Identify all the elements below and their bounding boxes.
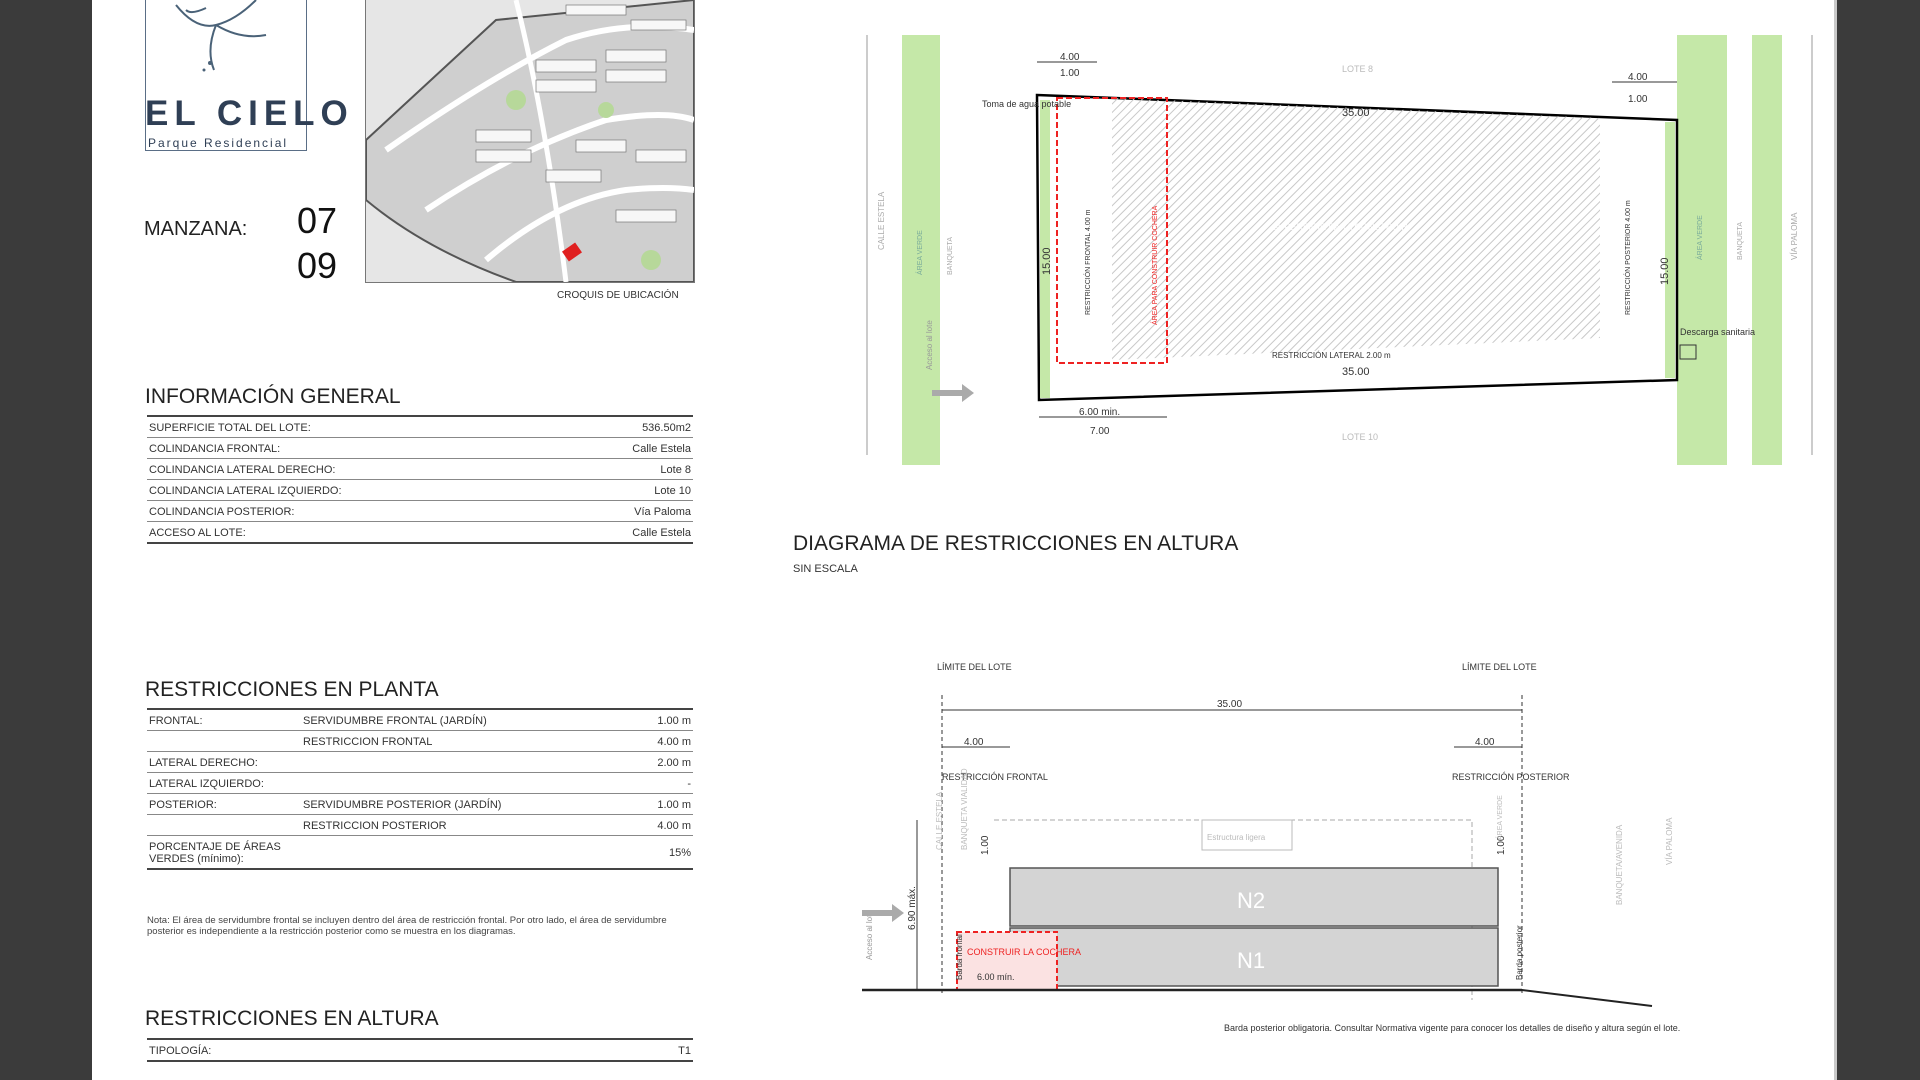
area-verde-label: ÁREA VERDE bbox=[1497, 795, 1504, 840]
info-row bbox=[147, 501, 693, 522]
info-row bbox=[147, 416, 693, 438]
info-value: Calle Estela bbox=[561, 522, 693, 544]
planta-label: PORCENTAJE DE ÁREAS VERDES (mínimo): bbox=[147, 836, 301, 870]
restricciones-planta-table bbox=[147, 708, 693, 870]
banqueta-right-label: BANQUETA bbox=[1737, 222, 1744, 260]
restricciones-altura-title: RESTRICCIONES EN ALTURA bbox=[145, 1007, 439, 1030]
restr-frontal-label: RESTRICCIÓN FRONTAL 4.00 m bbox=[1085, 209, 1092, 315]
manzana-label: MANZANA: bbox=[144, 218, 248, 240]
info-row bbox=[147, 522, 693, 544]
top-length: 35.00 bbox=[1342, 107, 1370, 119]
dim-top-front-a: 4.00 bbox=[1060, 52, 1080, 63]
planta-label: FRONTAL: bbox=[147, 709, 301, 731]
level-n2-label: N2 bbox=[1237, 888, 1266, 913]
manzana-value: 07 bbox=[297, 200, 338, 241]
dim-top-front-b: 1.00 bbox=[1060, 68, 1080, 79]
banqueta-right-label: BANQUETA/AVENIDA bbox=[1615, 824, 1624, 905]
planta-value: 15% bbox=[632, 836, 693, 870]
via-paloma-label: VÍA PALOMA bbox=[1665, 817, 1674, 865]
acceso-label: Acceso al lote bbox=[865, 910, 874, 960]
planta-label bbox=[147, 815, 301, 836]
lote-bottom-label: LOTE 10 bbox=[1342, 432, 1379, 442]
altura-row bbox=[147, 1039, 693, 1061]
planta-detail: RESTRICCION FRONTAL bbox=[301, 731, 632, 752]
planta-row bbox=[147, 815, 693, 836]
banqueta-label: BANQUETA VIALIDAD bbox=[960, 768, 969, 850]
planta-detail: SERVIDUMBRE POSTERIOR (JARDÍN) bbox=[301, 794, 632, 815]
banqueta-left-label: BANQUETA bbox=[947, 237, 954, 275]
planta-detail bbox=[301, 752, 632, 773]
level-n1-label: N1 bbox=[1237, 948, 1266, 973]
restr-posterior-label: RESTRICCIÓN POSTERIOR bbox=[1452, 772, 1570, 782]
planta-label: LATERAL IZQUIERDO: bbox=[147, 773, 301, 794]
planta-label: POSTERIOR: bbox=[147, 794, 301, 815]
logo-subtitle: Parque Residencial bbox=[148, 136, 289, 150]
info-label: COLINDANCIA POSTERIOR: bbox=[147, 501, 561, 522]
planta-value: 4.00 m bbox=[632, 731, 693, 752]
logo-name: EL CIELO bbox=[145, 94, 354, 133]
info-row bbox=[147, 459, 693, 480]
restricciones-altura-table bbox=[147, 1038, 693, 1062]
plan-diagram bbox=[822, 20, 1842, 470]
info-value: 536.50m2 bbox=[561, 416, 693, 438]
planta-detail: SERVIDUMBRE FRONTAL (JARDÍN) bbox=[301, 709, 632, 731]
dim-top-rear-b: 1.00 bbox=[1628, 94, 1648, 105]
bottom-length: 35.00 bbox=[1342, 366, 1370, 378]
altura-max: 6.90 máx. bbox=[907, 886, 918, 930]
dim-bottom: 7.00 bbox=[1090, 426, 1110, 437]
area-verde-right-label: ÁREA VERDE bbox=[1697, 215, 1704, 260]
altura-label: TIPOLOGÍA: bbox=[147, 1039, 582, 1061]
lote-value: 09 bbox=[297, 245, 338, 286]
rear-width: 15.00 bbox=[1659, 257, 1671, 285]
info-value: Lote 8 bbox=[561, 459, 693, 480]
dim-front: 4.00 bbox=[964, 737, 984, 748]
planta-value: 4.00 m bbox=[632, 815, 693, 836]
barda-frontal-label: Barda frontal bbox=[955, 934, 964, 980]
info-value: Calle Estela bbox=[561, 438, 693, 459]
area-cochera-label: ÁREA PARA CONSTRUIR COCHERA bbox=[1152, 205, 1159, 325]
location-map-caption: CROQUIS DE UBICACIÓN bbox=[557, 290, 679, 301]
info-label: SUPERFICIE TOTAL DEL LOTE: bbox=[147, 416, 561, 438]
location-map bbox=[365, 0, 695, 283]
info-label: ACCESO AL LOTE: bbox=[147, 522, 561, 544]
info-general-title: INFORMACIÓN GENERAL bbox=[145, 385, 401, 408]
planta-value: 1.00 m bbox=[632, 709, 693, 731]
info-row bbox=[147, 480, 693, 501]
dim-100-right: 1.00 bbox=[1496, 835, 1507, 855]
planta-value: - bbox=[632, 773, 693, 794]
document-sheet bbox=[92, 0, 1837, 1080]
planta-label bbox=[147, 731, 301, 752]
planta-row bbox=[147, 794, 693, 815]
dim-100-left: 1.00 bbox=[980, 835, 991, 855]
planta-row bbox=[147, 836, 693, 870]
barda-note: Barda posterior obligatoria. Consultar Normativa vigente para conocer los detalles de diseño y altura según el lote. bbox=[1224, 1023, 1681, 1033]
planta-label: LATERAL DERECHO: bbox=[147, 752, 301, 773]
dim-top-rear-a: 4.00 bbox=[1628, 72, 1648, 83]
planta-row bbox=[147, 709, 693, 731]
dove-icon bbox=[146, 0, 306, 90]
barda-posterior-label: Barda posterior bbox=[1515, 925, 1524, 980]
info-value: Lote 10 bbox=[561, 480, 693, 501]
planta-detail bbox=[301, 836, 632, 870]
info-value: Vía Paloma bbox=[561, 501, 693, 522]
street-right-label: VÍA PALOMA bbox=[1790, 212, 1799, 260]
planta-value: 2.00 m bbox=[632, 752, 693, 773]
restr-lateral-label: RESTRICCIÓN LATERAL 2.00 m bbox=[1272, 351, 1391, 360]
toma-agua-label: Toma de agua potable bbox=[982, 99, 1072, 109]
height-diagram bbox=[822, 650, 1842, 1070]
info-label: COLINDANCIA LATERAL IZQUIERDO: bbox=[147, 480, 561, 501]
planta-row bbox=[147, 731, 693, 752]
planta-detail bbox=[301, 773, 632, 794]
planta-detail: RESTRICCION POSTERIOR bbox=[301, 815, 632, 836]
restricciones-planta-title: RESTRICCIONES EN PLANTA bbox=[145, 678, 439, 701]
street-left-label: CALLE ESTELA bbox=[877, 191, 886, 250]
front-width: 15.00 bbox=[1041, 247, 1053, 275]
superficie-label: SUPERFICIE PARA CONSTRUIR bbox=[1272, 222, 1408, 232]
height-diagram-subtitle: SIN ESCALA bbox=[793, 563, 858, 575]
height-diagram-title: DIAGRAMA DE RESTRICCIONES EN ALTURA bbox=[793, 532, 1239, 555]
planta-value: 1.00 m bbox=[632, 794, 693, 815]
area-verde-left-label: ÁREA VERDE bbox=[917, 230, 924, 275]
cochera-dim: 6.00 mín. bbox=[977, 972, 1015, 982]
planta-row bbox=[147, 773, 693, 794]
info-label: COLINDANCIA FRONTAL: bbox=[147, 438, 561, 459]
info-label: COLINDANCIA LATERAL DERECHO: bbox=[147, 459, 561, 480]
dim-rear: 4.00 bbox=[1475, 737, 1495, 748]
total-length: 35.00 bbox=[1217, 699, 1243, 710]
restr-posterior-label: RESTRICCIÓN POSTERIOR 4.00 m bbox=[1625, 200, 1632, 315]
lote-top-label: LOTE 8 bbox=[1342, 64, 1374, 74]
acceso-label: Acceso al lote bbox=[925, 320, 934, 370]
planta-row bbox=[147, 752, 693, 773]
altura-value: T1 bbox=[582, 1039, 693, 1061]
info-row bbox=[147, 438, 693, 459]
dim-min: 6.00 min. bbox=[1079, 407, 1121, 418]
restricciones-note: Nota: El área de servidumbre frontal se incluyen dentro del área de restricción frontal. Por otro lado, el área de servidumbre posterior es independiente a la restricción posterior como se muestra en los diagramas. bbox=[147, 915, 667, 937]
descarga-label: Descarga sanitaria bbox=[1680, 327, 1756, 337]
cochera-text: CONSTRUIR LA COCHERA bbox=[967, 947, 1082, 957]
limite-right-label: LÍMITE DEL LOTE bbox=[1462, 662, 1537, 672]
info-general-table bbox=[147, 415, 693, 544]
limite-left-label: LÍMITE DEL LOTE bbox=[937, 662, 1012, 672]
restr-frontal-label: RESTRICCIÓN FRONTAL bbox=[942, 772, 1048, 782]
estructura-label: Estructura ligera bbox=[1207, 833, 1266, 842]
calle-label: CALLE ESTELA bbox=[935, 791, 944, 850]
